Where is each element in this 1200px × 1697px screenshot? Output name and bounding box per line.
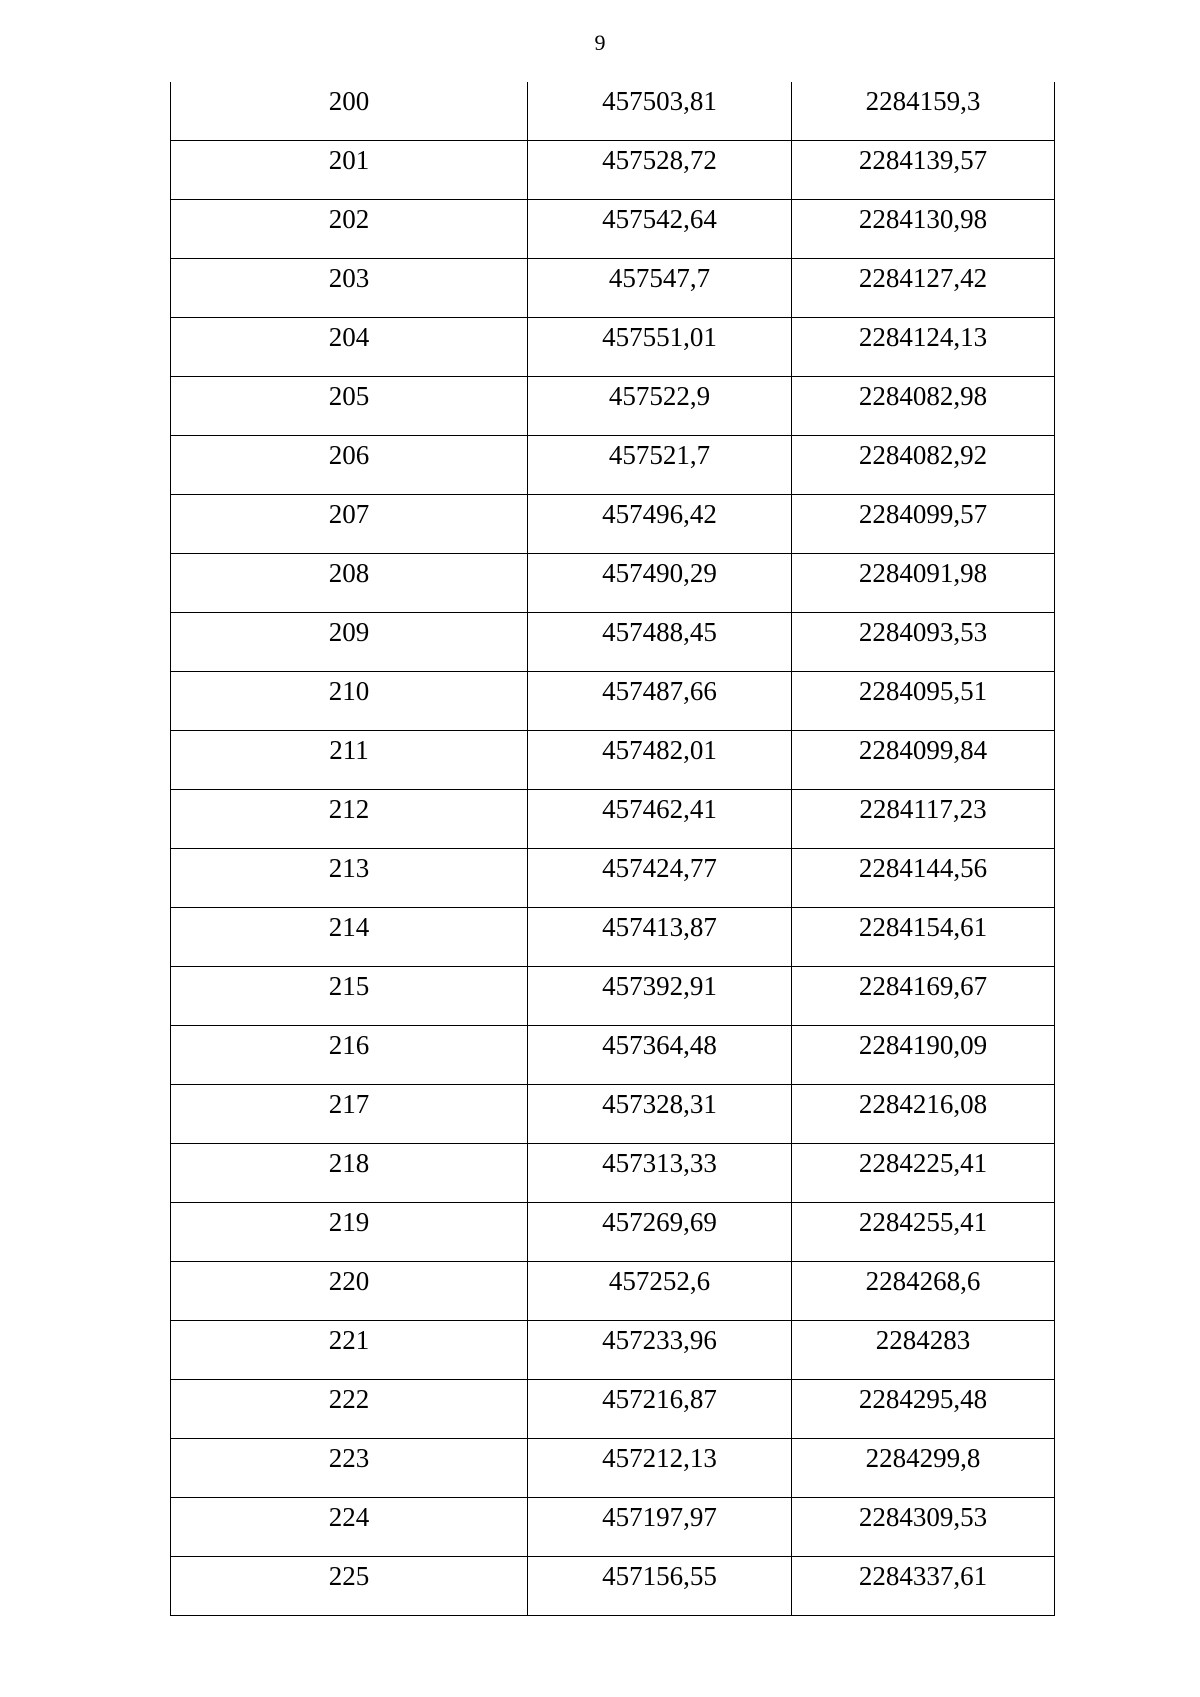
table-row — [171, 849, 1055, 908]
y-coordinate-cell: 2284295,48 — [792, 1380, 1055, 1439]
x-coordinate-cell: 457488,45 — [528, 613, 792, 672]
x-coordinate-cell: 457313,33 — [528, 1144, 792, 1203]
table-row — [171, 672, 1055, 731]
x-coordinate-cell: 457490,29 — [528, 554, 792, 613]
x-coordinate-cell: 457482,01 — [528, 731, 792, 790]
y-coordinate-cell: 2284337,61 — [792, 1557, 1055, 1616]
point-number-cell: 207 — [171, 495, 528, 554]
x-coordinate-cell: 457364,48 — [528, 1026, 792, 1085]
point-number-cell: 211 — [171, 731, 528, 790]
point-number-cell: 225 — [171, 1557, 528, 1616]
point-number-cell: 216 — [171, 1026, 528, 1085]
point-number-cell: 206 — [171, 436, 528, 495]
y-coordinate-cell: 2284095,51 — [792, 672, 1055, 731]
coordinates-table — [170, 82, 1055, 1616]
table-row — [171, 1262, 1055, 1321]
y-coordinate-cell: 2284082,92 — [792, 436, 1055, 495]
point-number-cell: 204 — [171, 318, 528, 377]
table-row — [171, 318, 1055, 377]
y-coordinate-cell: 2284117,23 — [792, 790, 1055, 849]
point-number-cell: 218 — [171, 1144, 528, 1203]
point-number-cell: 221 — [171, 1321, 528, 1380]
y-coordinate-cell: 2284309,53 — [792, 1498, 1055, 1557]
y-coordinate-cell: 2284299,8 — [792, 1439, 1055, 1498]
point-number-cell: 217 — [171, 1085, 528, 1144]
table-row — [171, 141, 1055, 200]
y-coordinate-cell: 2284130,98 — [792, 200, 1055, 259]
coordinates-table-body — [171, 82, 1055, 1616]
x-coordinate-cell: 457528,72 — [528, 141, 792, 200]
x-coordinate-cell: 457328,31 — [528, 1085, 792, 1144]
table-row — [171, 967, 1055, 1026]
y-coordinate-cell: 2284099,84 — [792, 731, 1055, 790]
y-coordinate-cell: 2284255,41 — [792, 1203, 1055, 1262]
point-number-cell: 210 — [171, 672, 528, 731]
y-coordinate-cell: 2284216,08 — [792, 1085, 1055, 1144]
x-coordinate-cell: 457216,87 — [528, 1380, 792, 1439]
x-coordinate-cell: 457542,64 — [528, 200, 792, 259]
table-row — [171, 1144, 1055, 1203]
x-coordinate-cell: 457392,91 — [528, 967, 792, 1026]
table-row — [171, 495, 1055, 554]
point-number-cell: 224 — [171, 1498, 528, 1557]
x-coordinate-cell: 457503,81 — [528, 82, 792, 141]
table-row — [171, 200, 1055, 259]
table-row — [171, 1439, 1055, 1498]
y-coordinate-cell: 2284225,41 — [792, 1144, 1055, 1203]
x-coordinate-cell: 457252,6 — [528, 1262, 792, 1321]
y-coordinate-cell: 2284190,09 — [792, 1026, 1055, 1085]
x-coordinate-cell: 457156,55 — [528, 1557, 792, 1616]
x-coordinate-cell: 457212,13 — [528, 1439, 792, 1498]
x-coordinate-cell: 457413,87 — [528, 908, 792, 967]
x-coordinate-cell: 457269,69 — [528, 1203, 792, 1262]
y-coordinate-cell: 2284091,98 — [792, 554, 1055, 613]
table-row — [171, 436, 1055, 495]
point-number-cell: 201 — [171, 141, 528, 200]
table-row — [171, 790, 1055, 849]
table-row — [171, 1498, 1055, 1557]
table-row — [171, 1203, 1055, 1262]
x-coordinate-cell: 457551,01 — [528, 318, 792, 377]
page-number: 9 — [594, 30, 606, 55]
point-number-cell: 213 — [171, 849, 528, 908]
y-coordinate-cell: 2284154,61 — [792, 908, 1055, 967]
point-number-cell: 205 — [171, 377, 528, 436]
table-row — [171, 554, 1055, 613]
table-row — [171, 259, 1055, 318]
table-row — [171, 1380, 1055, 1439]
x-coordinate-cell: 457462,41 — [528, 790, 792, 849]
point-number-cell: 220 — [171, 1262, 528, 1321]
x-coordinate-cell: 457522,9 — [528, 377, 792, 436]
point-number-cell: 223 — [171, 1439, 528, 1498]
y-coordinate-cell: 2284082,98 — [792, 377, 1055, 436]
y-coordinate-cell: 2284268,6 — [792, 1262, 1055, 1321]
table-row — [171, 1026, 1055, 1085]
table-row — [171, 377, 1055, 436]
y-coordinate-cell: 2284159,3 — [792, 82, 1055, 141]
x-coordinate-cell: 457521,7 — [528, 436, 792, 495]
point-number-cell: 200 — [171, 82, 528, 141]
table-row — [171, 908, 1055, 967]
point-number-cell: 202 — [171, 200, 528, 259]
table-row — [171, 613, 1055, 672]
y-coordinate-cell: 2284144,56 — [792, 849, 1055, 908]
table-row — [171, 1321, 1055, 1380]
y-coordinate-cell: 2284169,67 — [792, 967, 1055, 1026]
point-number-cell: 209 — [171, 613, 528, 672]
table-row — [171, 1085, 1055, 1144]
y-coordinate-cell: 2284099,57 — [792, 495, 1055, 554]
x-coordinate-cell: 457197,97 — [528, 1498, 792, 1557]
point-number-cell: 212 — [171, 790, 528, 849]
table-row — [171, 82, 1055, 141]
x-coordinate-cell: 457496,42 — [528, 495, 792, 554]
point-number-cell: 203 — [171, 259, 528, 318]
y-coordinate-cell: 2284283 — [792, 1321, 1055, 1380]
point-number-cell: 219 — [171, 1203, 528, 1262]
point-number-cell: 208 — [171, 554, 528, 613]
point-number-cell: 214 — [171, 908, 528, 967]
table-row — [171, 1557, 1055, 1616]
x-coordinate-cell: 457547,7 — [528, 259, 792, 318]
point-number-cell: 215 — [171, 967, 528, 1026]
x-coordinate-cell: 457233,96 — [528, 1321, 792, 1380]
x-coordinate-cell: 457424,77 — [528, 849, 792, 908]
y-coordinate-cell: 2284093,53 — [792, 613, 1055, 672]
x-coordinate-cell: 457487,66 — [528, 672, 792, 731]
y-coordinate-cell: 2284139,57 — [792, 141, 1055, 200]
y-coordinate-cell: 2284127,42 — [792, 259, 1055, 318]
point-number-cell: 222 — [171, 1380, 528, 1439]
y-coordinate-cell: 2284124,13 — [792, 318, 1055, 377]
table-row — [171, 731, 1055, 790]
